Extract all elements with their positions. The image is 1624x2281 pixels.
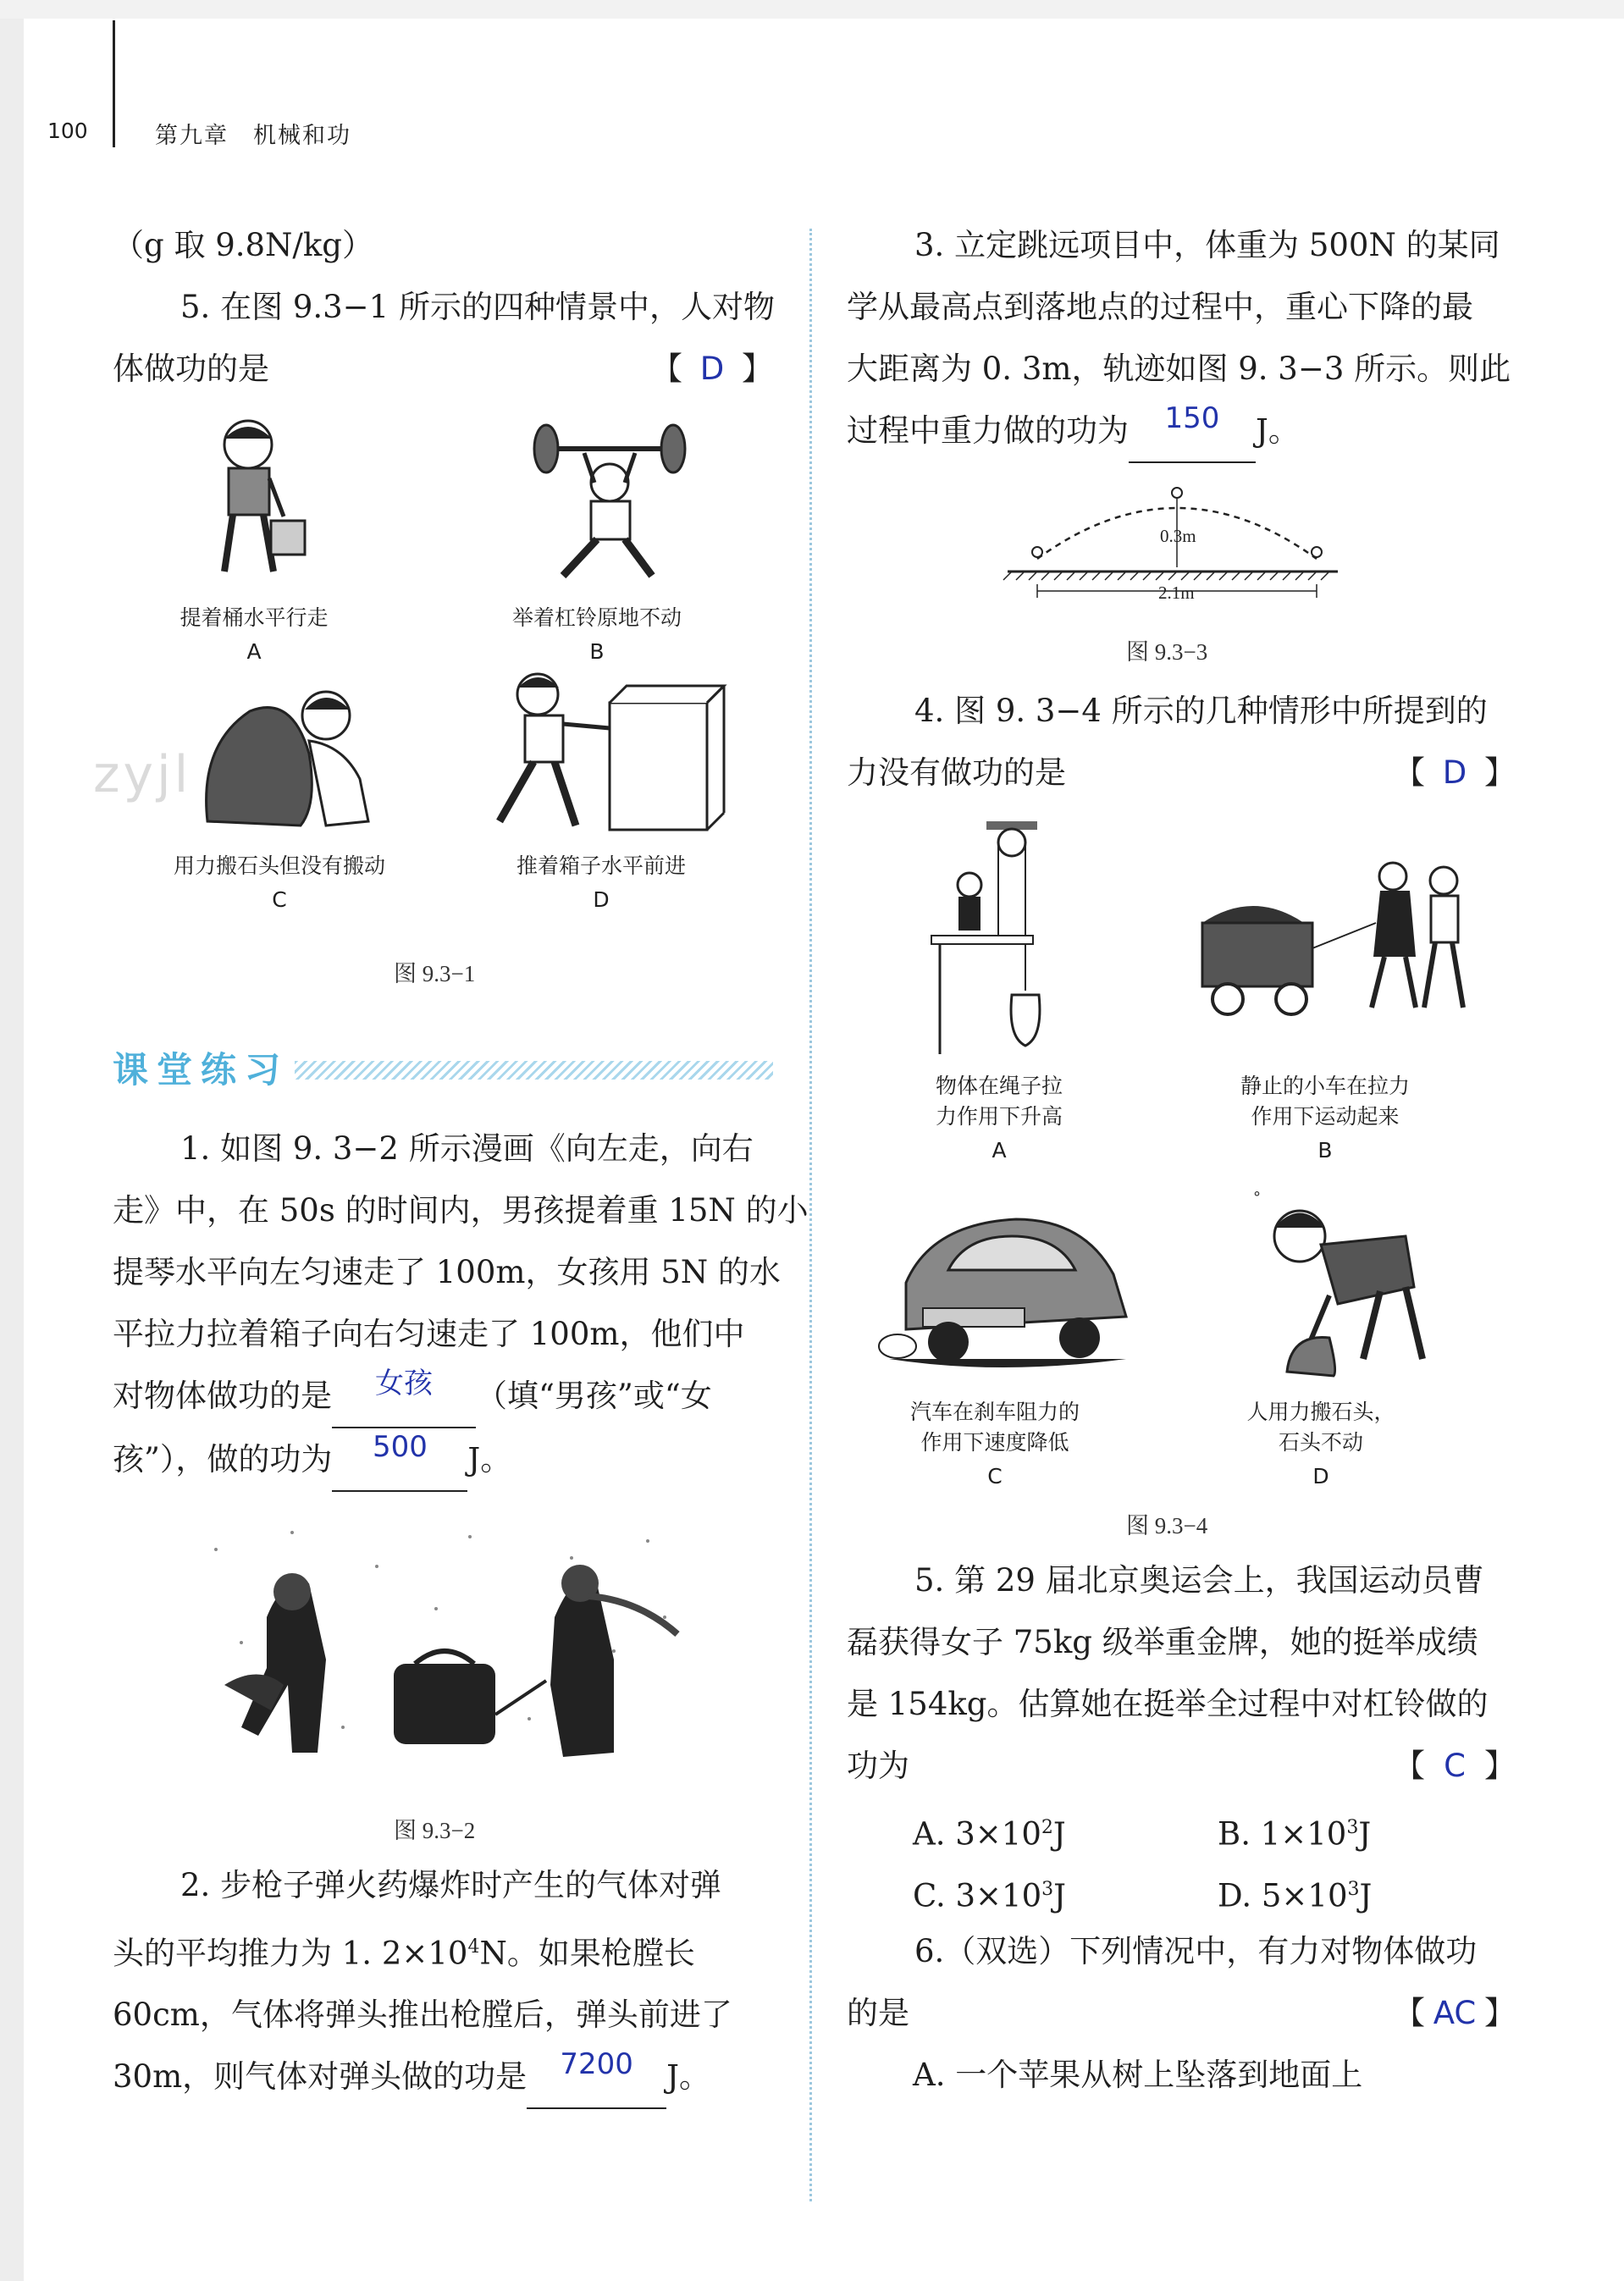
q6-answer: AC xyxy=(1433,1995,1477,2031)
rq5-option-b-sup: 3 xyxy=(1346,1817,1359,1838)
page-number: 100 xyxy=(47,119,88,143)
rope-pulley-illustration xyxy=(923,817,1075,1063)
fig3-width-label: 2.1m xyxy=(1158,583,1195,603)
fig1-caption-c: 用力搬石头但没有搬动 xyxy=(173,853,385,878)
fig4-letter-b: B xyxy=(1317,1138,1333,1163)
q6-answer-bracket: 【 AC 】 xyxy=(1394,1982,1516,2044)
q5-line2 xyxy=(113,338,773,400)
fig2-label: 图 9.3−2 xyxy=(394,1818,476,1843)
fig1-caption-d: 推着箱子水平前进 xyxy=(516,853,686,878)
p2-line2-sup: 4 xyxy=(467,1936,480,1958)
p1-line6 xyxy=(113,1428,773,1492)
rq5-option-d-text: D. 5×10 xyxy=(1218,1877,1348,1914)
q6-line2-text: 的是 xyxy=(847,1995,909,2031)
section-heading xyxy=(113,1037,773,1096)
p1-blank-2 xyxy=(332,1428,467,1492)
header-rule xyxy=(113,20,115,147)
svg-text:°: ° xyxy=(1253,1189,1261,1207)
p1-line4: 平拉力拉着箱子向右匀速走了 100m，他们中 xyxy=(113,1316,745,1352)
question-5-block xyxy=(113,214,773,400)
rq5-line2: 磊获得女子 75kg 级举重金牌，她的挺举成绩 xyxy=(847,1624,1478,1660)
column-separator xyxy=(809,229,812,2201)
section-hatch-decoration xyxy=(295,1061,773,1080)
rq5-option-b-unit: J xyxy=(1358,1815,1372,1853)
q5-line2-text: 体做功的是 xyxy=(113,351,269,387)
q3-line3: 大距离为 0. 3m，轨迹如图 9. 3−3 所示。则此 xyxy=(847,351,1511,387)
q4-line1: 4. 图 9. 3−4 所示的几种情形中所提到的 xyxy=(914,693,1488,729)
p2-line4-pre: 30m，则气体对弹头做的功是 xyxy=(113,2058,528,2096)
fig4-caption-d-1: 人用力搬石头， xyxy=(1246,1400,1395,1424)
rq5-option-a-sup: 2 xyxy=(1041,1817,1053,1838)
fig4-caption-b-1: 静止的小车在拉力 xyxy=(1240,1074,1410,1098)
rq5-option-d xyxy=(1218,1858,1372,1926)
p2-answer: 7200 xyxy=(560,2047,633,2082)
fig1-caption-a: 提着桶水平行走 xyxy=(180,605,329,630)
car-braking-illustration xyxy=(872,1190,1143,1384)
q3-line4 xyxy=(847,400,1516,463)
p2-line1: 2. 步枪子弹火药爆炸时产生的气体对弹 xyxy=(180,1867,722,1903)
fig1-letter-b: B xyxy=(589,639,605,664)
p1-line3: 提琴水平向左匀速走了 100m，女孩用 5N 的水 xyxy=(113,1254,781,1290)
p2-blank xyxy=(527,2046,666,2109)
p2-line4-post: J。 xyxy=(666,2058,711,2096)
rq5-option-c-sup: 3 xyxy=(1041,1879,1054,1900)
p1-line1: 1. 如图 9. 3−2 所示漫画《向左走，向右 xyxy=(180,1130,754,1167)
q6-line1: 6.（双选）下列情况中，有力对物体做功 xyxy=(914,1933,1478,1969)
chapter-title: 第九章 机械和功 xyxy=(155,123,351,149)
fig3-height-label: 0.3m xyxy=(1160,526,1196,546)
boy-carrying-bucket-illustration xyxy=(182,415,326,593)
q4-line2 xyxy=(847,742,1516,804)
page-top-shadow xyxy=(0,0,1624,19)
watermark-text: zyjl xyxy=(93,745,192,804)
q5-line1: 5. 在图 9.3−1 所示的四种情景中，人对物 xyxy=(180,289,775,325)
q5-answer: D xyxy=(699,351,725,387)
rq5-option-d-sup: 3 xyxy=(1347,1879,1360,1900)
p2-line4 xyxy=(113,2046,773,2109)
fig4-caption-c-1: 汽车在刹车阻力的 xyxy=(909,1400,1080,1424)
q3-answer: 150 xyxy=(1164,401,1220,435)
fig1-caption-b: 举着杠铃原地不动 xyxy=(511,605,682,630)
long-jump-trajectory-diagram xyxy=(999,474,1355,610)
fig4-caption-a-2: 力作用下升高 xyxy=(935,1104,1063,1129)
rq5-option-a xyxy=(913,1797,1066,1864)
practice-1-block xyxy=(113,1118,809,1492)
p2-line3: 60cm，气体将弹头推出枪膛后，弹头前进了 xyxy=(113,1997,732,2034)
question-4-block xyxy=(847,680,1516,804)
fig4-caption-c-2: 作用下速度降低 xyxy=(920,1430,1069,1455)
p1-line2: 走》中，在 50s 的时间内，男孩提着重 15N 的小 xyxy=(113,1192,809,1229)
fig4-caption-b-2: 作用下运动起来 xyxy=(1251,1104,1400,1129)
rq5-option-c-text: C. 3×10 xyxy=(913,1877,1042,1914)
fig1-letter-c: C xyxy=(272,887,287,912)
fig4-caption-a-1: 物体在绳子拉 xyxy=(935,1074,1063,1098)
question-6-block xyxy=(847,1920,1516,2106)
q3-line2: 学从最高点到落地点的过程中，重心下降的最 xyxy=(847,289,1473,325)
p1-line6-post: J。 xyxy=(467,1441,512,1477)
fig4-caption-d-2: 石头不动 xyxy=(1278,1430,1363,1455)
q6-option-a: A. 一个苹果从树上坠落到地面上 xyxy=(913,2057,1363,2093)
q6-line2 xyxy=(847,1982,1516,2044)
fig3-label: 图 9.3−3 xyxy=(1126,639,1208,665)
rq5-line1: 5. 第 29 届北京奥运会上，我国运动员曹 xyxy=(914,1562,1484,1599)
q4-answer: D xyxy=(1442,754,1467,791)
p2-line2-post: N。如果枪膛长 xyxy=(479,1935,695,1972)
section-title: 课堂练习 xyxy=(113,1049,290,1091)
rq5-option-c-unit: J xyxy=(1053,1877,1066,1914)
man-holding-barbell-illustration xyxy=(525,419,694,588)
girl-lifting-stone-illustration xyxy=(1236,1177,1465,1380)
rq5-line4-text: 功为 xyxy=(847,1748,909,1784)
q3-line4-pre: 过程中重力做的功为 xyxy=(847,412,1129,449)
g-note: （g 取 9.8N/kg） xyxy=(113,227,373,263)
p1-line5-pre: 对物体做功的是 xyxy=(113,1378,332,1414)
fig4-label: 图 9.3−4 xyxy=(1126,1513,1208,1538)
boy-pushing-box-illustration xyxy=(483,669,728,838)
fig1-letter-a: A xyxy=(246,639,262,664)
fig1-label: 图 9.3−1 xyxy=(394,961,476,986)
p1-answer-2: 500 xyxy=(372,1430,428,1464)
rq5-option-a-text: A. 3×10 xyxy=(913,1815,1041,1853)
rq5-option-c xyxy=(913,1858,1066,1926)
q4-answer-bracket: 【 D 】 xyxy=(1394,742,1516,804)
rq5-option-a-unit: J xyxy=(1052,1815,1066,1853)
fig4-letter-d: D xyxy=(1312,1464,1329,1488)
rq5-answer-bracket: 【 C 】 xyxy=(1394,1735,1516,1797)
man-lifting-rock-illustration xyxy=(199,677,394,838)
rq5-answer: C xyxy=(1444,1748,1466,1784)
rq5-option-d-unit: J xyxy=(1359,1877,1373,1914)
q3-blank xyxy=(1129,400,1256,463)
p1-line6-pre: 孩”），做的功为 xyxy=(113,1441,333,1477)
p1-answer-1: 女孩 xyxy=(375,1367,433,1400)
p1-line5-post: （填“男孩”或“女 xyxy=(476,1378,712,1414)
q3-line4-post: J。 xyxy=(1256,412,1300,449)
question-3-block xyxy=(847,214,1516,463)
fig4-letter-c: C xyxy=(987,1464,1003,1488)
rq5-option-b xyxy=(1218,1797,1371,1864)
rq5-line4 xyxy=(847,1735,1516,1797)
q3-line1: 3. 立定跳远项目中，体重为 500N 的某同 xyxy=(914,227,1500,263)
q4-line2-text: 力没有做功的是 xyxy=(847,754,1066,791)
fig4-letter-a: A xyxy=(992,1138,1007,1163)
walk-left-walk-right-cartoon xyxy=(191,1516,682,1778)
page-edge-shadow xyxy=(0,0,24,2281)
children-pulling-cart-illustration xyxy=(1194,855,1473,1025)
rq5-option-b-text: B. 1×10 xyxy=(1218,1815,1347,1853)
p2-line2-pre: 头的平均推力为 1. 2×10 xyxy=(113,1935,468,1972)
q5-answer-bracket: 【 D 】 xyxy=(651,338,773,400)
question-5-right-block xyxy=(847,1549,1516,1797)
practice-2-block xyxy=(113,1854,773,2109)
p2-line2 xyxy=(113,1916,773,1984)
fig1-letter-d: D xyxy=(593,887,610,912)
rq5-line3: 是 154kg。估算她在挺举全过程中对杠铃做的 xyxy=(847,1686,1489,1722)
